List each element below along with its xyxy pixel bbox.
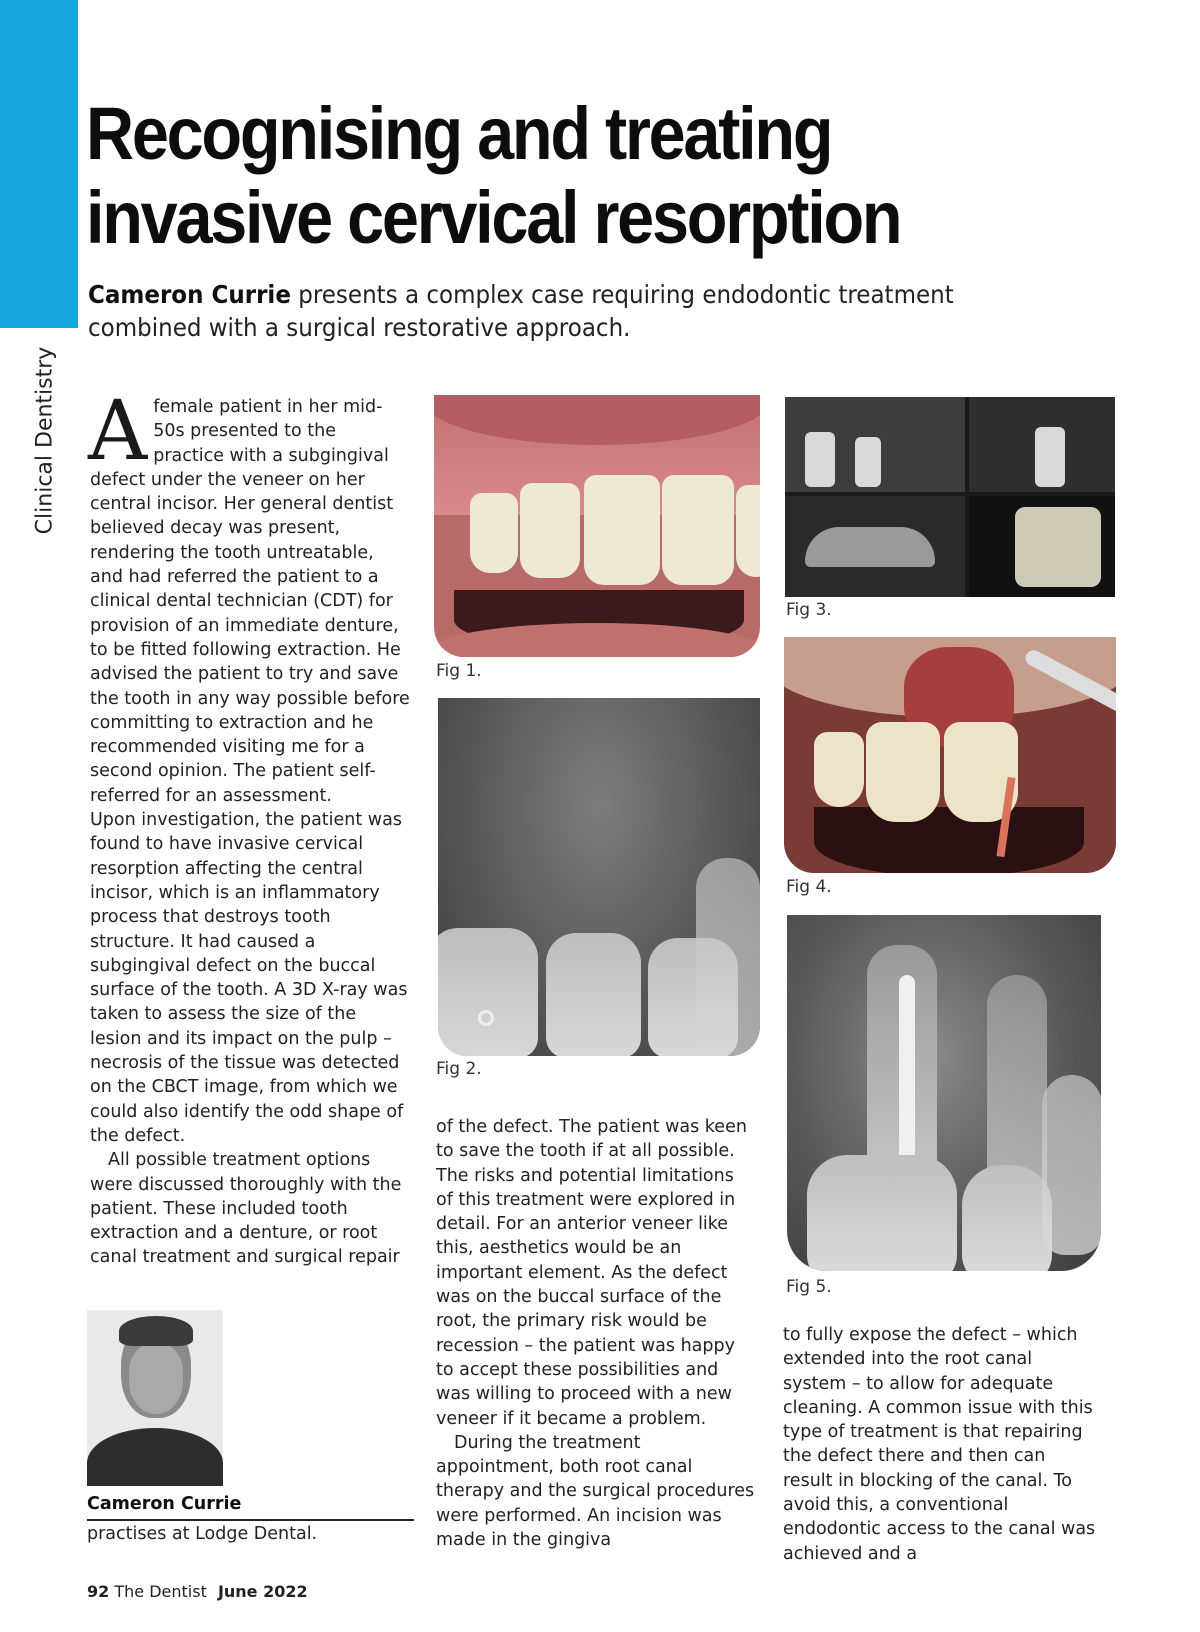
figure-4-surgery-photo [784, 637, 1116, 873]
body-paragraph: of the defect. The patient was keen to save the tooth if at all possible. The risks and potential limitations of this treatment were explored in detail. For an anterior veneer like this, aesthetics would be an important element. As the defect was on the buccal surface of the root, the primary risk would be recession – the patient was happy to accept these possibilities and was willing to proceed with a new veneer if it became a problem. [436, 1117, 747, 1429]
radiograph-crown [1042, 1075, 1101, 1255]
portrait-face [129, 1344, 183, 1414]
radiograph-crown [438, 928, 538, 1056]
tooth [866, 722, 940, 822]
radiograph-crown [807, 1155, 957, 1271]
author-bio: practises at Lodge Dental. [87, 1524, 318, 1544]
figure-5-radiograph [787, 915, 1101, 1271]
section-color-tab [0, 0, 78, 328]
figure-5-caption: Fig 5. [786, 1277, 832, 1297]
body-paragraph: During the treatment appointment, both root canal therapy and the surgical procedures were performed. An incision was made in the gingiva [436, 1432, 755, 1551]
radiograph-crown [546, 933, 641, 1056]
body-text: female patient in her mid-50s presented to the practice with a subgingival defect under the veneer on her central incisor. Her general dentist believed decay was present, rendering the tooth untreatable, and had referred the patient to a clinical dental technician (CDT) for provision of an immediate denture, to be fitted following extraction. He advised the patient to try and save the tooth in any way possible before committing to extraction and he recommended visiting me for a second opinion. The patient self-referred for an assessment. [90, 397, 410, 806]
tooth [520, 483, 580, 578]
author-name: Cameron Currie [87, 1494, 242, 1514]
figure-4-caption: Fig 4. [786, 877, 832, 897]
cbct-tooth [1035, 427, 1065, 487]
radiograph-crown [962, 1165, 1052, 1271]
cbct-tooth [805, 432, 835, 487]
author-divider [87, 1519, 414, 1521]
cbct-3d-model [1015, 507, 1101, 587]
cbct-tooth [855, 437, 881, 487]
body-column-1 [88, 384, 412, 1270]
body-paragraph [88, 384, 412, 808]
figure-3-cbct-scan [785, 397, 1115, 597]
tooth [470, 493, 518, 573]
figure-1-caption: Fig 1. [436, 661, 482, 681]
tooth [736, 485, 760, 577]
radiograph-crown [696, 858, 760, 1056]
body-column-3 [783, 1323, 1098, 1566]
publication-name: The Dentist [114, 1582, 207, 1601]
standfirst-text: presents a complex case requiring endodontic treatment combined with a surgical restorative approach. [88, 280, 954, 342]
tooth [814, 732, 864, 807]
portrait-shoulders [87, 1428, 223, 1486]
body-paragraph: Upon investigation, the patient was found to have invasive cervical resorption affecting the central incisor, which is an inflammatory process that destroys tooth structure. It had caused a subgingival defect on the buccal surface of the tooth. A 3D X-ray was taken to assess the size of the lesion and its impact on the pulp – necrosis of the tissue was detected on the CBCT image, from which we could also identify the odd shape of the defect. [90, 810, 408, 1146]
drop-cap: A [88, 384, 148, 479]
body-paragraph: All possible treatment options were discussed thoroughly with the patient. These included tooth extraction and a denture, or root canal treatment and surgical repair [90, 1150, 402, 1268]
page-number: 92 [87, 1582, 110, 1601]
radiograph-marker [478, 1010, 494, 1026]
mouth-shadow [814, 807, 1084, 873]
standfirst-author: Cameron Currie [88, 280, 291, 309]
headline-line-1: Recognising and treating [86, 92, 832, 175]
standfirst [88, 278, 1036, 344]
figure-1-smile-photo [434, 395, 760, 657]
section-label [28, 345, 62, 535]
body-column-2 [436, 1115, 756, 1552]
page-footer [87, 1582, 308, 1601]
section-label-text: Clinical Dentistry [32, 346, 58, 534]
cbct-arch [805, 527, 935, 567]
body-paragraph: to fully expose the defect – which extended into the root canal system – to allow for adequate cleaning. A common issue with this type of treatment is that repairing the defect there and then can result in blocking of the canal. To avoid this, a conventional endodontic access to the canal was achieved and a [783, 1325, 1096, 1564]
portrait-hair [119, 1316, 193, 1346]
tooth [584, 475, 660, 585]
figure-2-radiograph [438, 698, 760, 1056]
figure-3-caption: Fig 3. [786, 600, 832, 620]
author-portrait [87, 1310, 223, 1486]
article-headline [86, 92, 1004, 260]
tooth [662, 475, 734, 585]
issue-date: June 2022 [217, 1582, 308, 1601]
headline-line-2: invasive cervical resorption [86, 176, 901, 259]
root-canal-filling [899, 975, 915, 1175]
figure-2-caption: Fig 2. [436, 1059, 482, 1079]
